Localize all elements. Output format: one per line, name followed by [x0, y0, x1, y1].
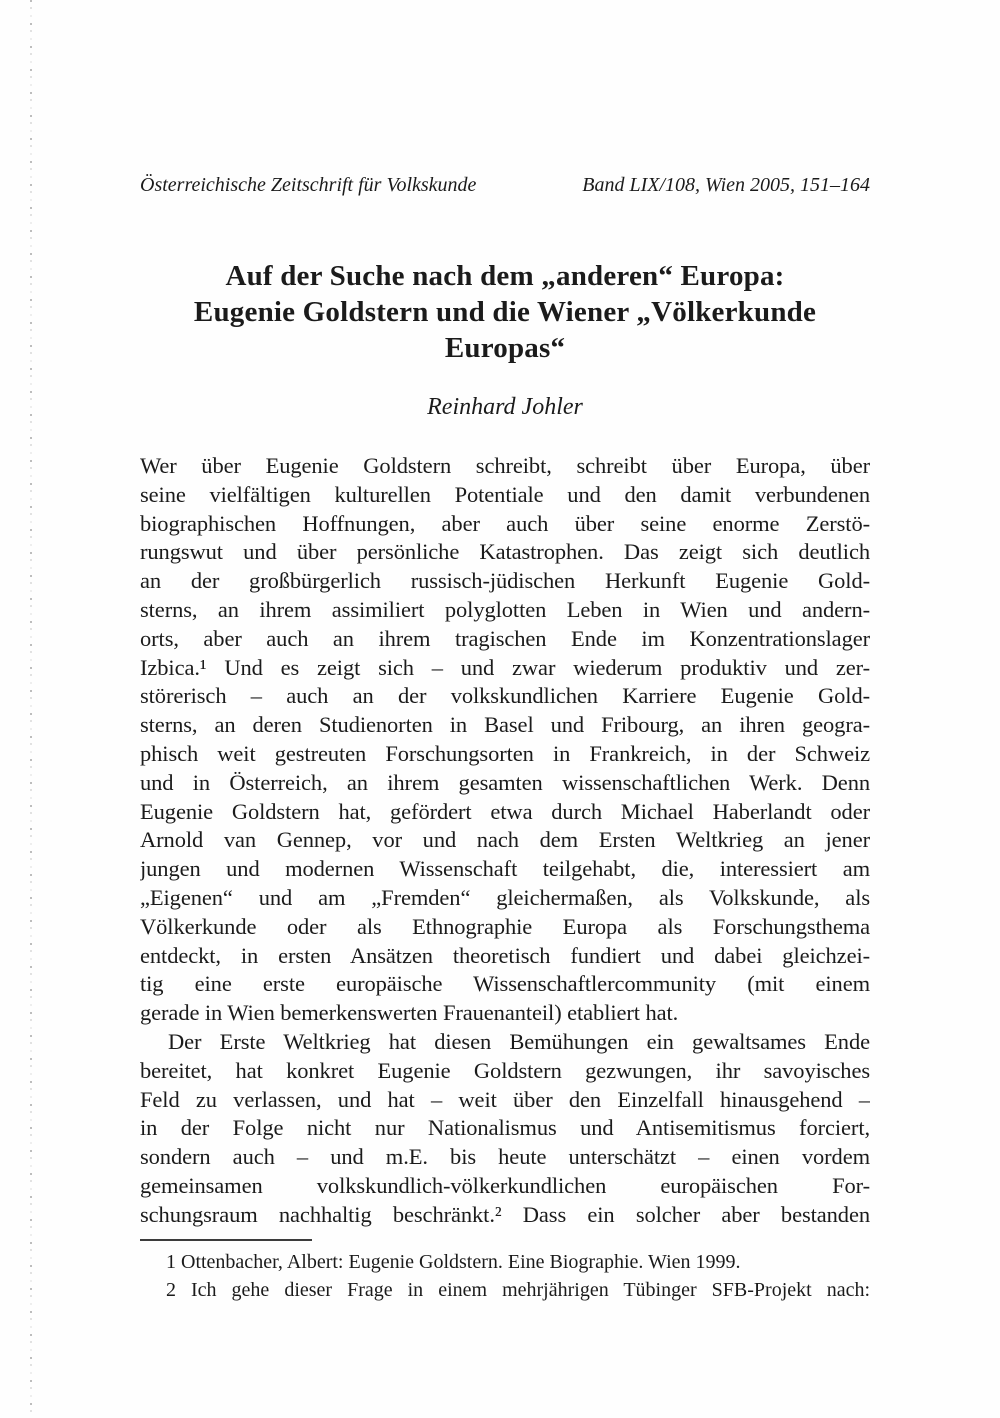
text-line: entdeckt, in ersten Ansätzen theoretisch fundiert und dabei gleichzei-	[140, 942, 870, 968]
article-title-line: Europas“	[444, 332, 566, 364]
body-paragraph-1	[140, 452, 870, 1028]
text-line: Feld zu verlassen, und hat – weit über den Einzelfall hinausgehend –	[140, 1086, 870, 1112]
text-line: sterns, an deren Studienorten in Basel und Fribourg, an ihren geogra-	[140, 712, 870, 738]
article-title	[140, 258, 870, 366]
text-line: rungswut und über persönliche Katastrophen. Das zeigt sich deutlich	[140, 539, 870, 565]
text-line: Der Erste Weltkrieg hat diesen Bemühungen ein gewaltsames Ende	[168, 1028, 870, 1054]
text-line: schungsraum nachhaltig beschränkt.² Dass ein solcher aber bestanden	[140, 1201, 870, 1227]
footnote-separator	[140, 1239, 312, 1241]
text-line: sterns, an ihrem assimiliert polyglotten Leben in Wien und andern-	[140, 596, 870, 622]
text-line: Eugenie Goldstern hat, gefördert etwa durch Michael Haberlandt oder	[140, 798, 870, 824]
article-title-line: Auf der Suche nach dem „anderen“ Europa:	[225, 260, 785, 292]
text-line: Arnold van Gennep, vor und nach dem Ersten Weltkrieg an jener	[140, 827, 870, 853]
scan-artifact-line	[30, 0, 32, 1418]
text-line: an der großbürgerlich russisch-jüdischen Herkunft Eugenie Gold-	[140, 568, 870, 594]
text-line: gerade in Wien bemerkenswerten Frauenanteil) etabliert hat.	[140, 1000, 679, 1026]
journal-header	[140, 172, 870, 198]
text-line: jungen und modernen Wissenschaft teilgehabt, die, interessiert am	[140, 856, 870, 882]
journal-name: Österreichische Zeitschrift für Volkskunde	[140, 174, 477, 196]
text-line: „Eigenen“ und am „Fremden“ gleichermaßen, als Volkskunde, als	[140, 884, 870, 910]
text-line: biographischen Hoffnungen, aber auch über seine enorme Zerstö-	[140, 510, 870, 536]
text-line: seine vielfältigen kulturellen Potentiale und den damit verbundenen	[140, 481, 870, 507]
body-paragraph-2	[140, 1028, 870, 1230]
author-name: Reinhard Johler	[427, 394, 583, 420]
text-line: und in Österreich, an ihrem gesamten wissenschaftlichen Werk. Denn	[140, 769, 870, 795]
text-line: bereitet, hat konkret Eugenie Goldstern gezwungen, ihr savoyisches	[140, 1057, 870, 1083]
text-line: Izbica.¹ Und es zeigt sich – und zwar wiederum produktiv und zer-	[140, 654, 870, 680]
journal-issue: Band LIX/108, Wien 2005, 151–164	[582, 174, 870, 196]
text-line: sondern auch – und m.E. bis heute unterschätzt – einen vordem	[140, 1144, 870, 1170]
text-line: Wer über Eugenie Goldstern schreibt, schreibt über Europa, über	[140, 453, 870, 478]
text-line: in der Folge nicht nur Nationalismus und Antisemitismus forciert,	[140, 1115, 870, 1141]
text-line: störerisch – auch an der volkskundlichen Karriere Eugenie Gold-	[140, 683, 870, 709]
text-line: tig eine erste europäische Wissenschaftlercommunity (mit einem	[140, 971, 870, 997]
page-content	[140, 172, 870, 1304]
footnote-line: 1 Ottenbacher, Albert: Eugenie Goldstern. Eine Biographie. Wien 1999.	[166, 1250, 741, 1273]
text-line: phisch weit gestreuten Forschungsorten in Frankreich, in der Schweiz	[140, 740, 870, 766]
text-line: orts, aber auch an ihrem tragischen Ende im Konzentrationslager	[140, 625, 870, 651]
footnotes	[140, 1248, 870, 1304]
text-line: gemeinsamen volkskundlich-völkerkundlichen europäischen For-	[140, 1172, 870, 1198]
text-line: Völkerkunde oder als Ethnographie Europa als Forschungsthema	[140, 913, 870, 939]
footnote-line: 2 Ich gehe dieser Frage in einem mehrjährigen Tübinger SFB-Projekt nach:	[166, 1278, 870, 1301]
article-title-line: Eugenie Goldstern und die Wiener „Völkerkunde	[193, 296, 817, 328]
